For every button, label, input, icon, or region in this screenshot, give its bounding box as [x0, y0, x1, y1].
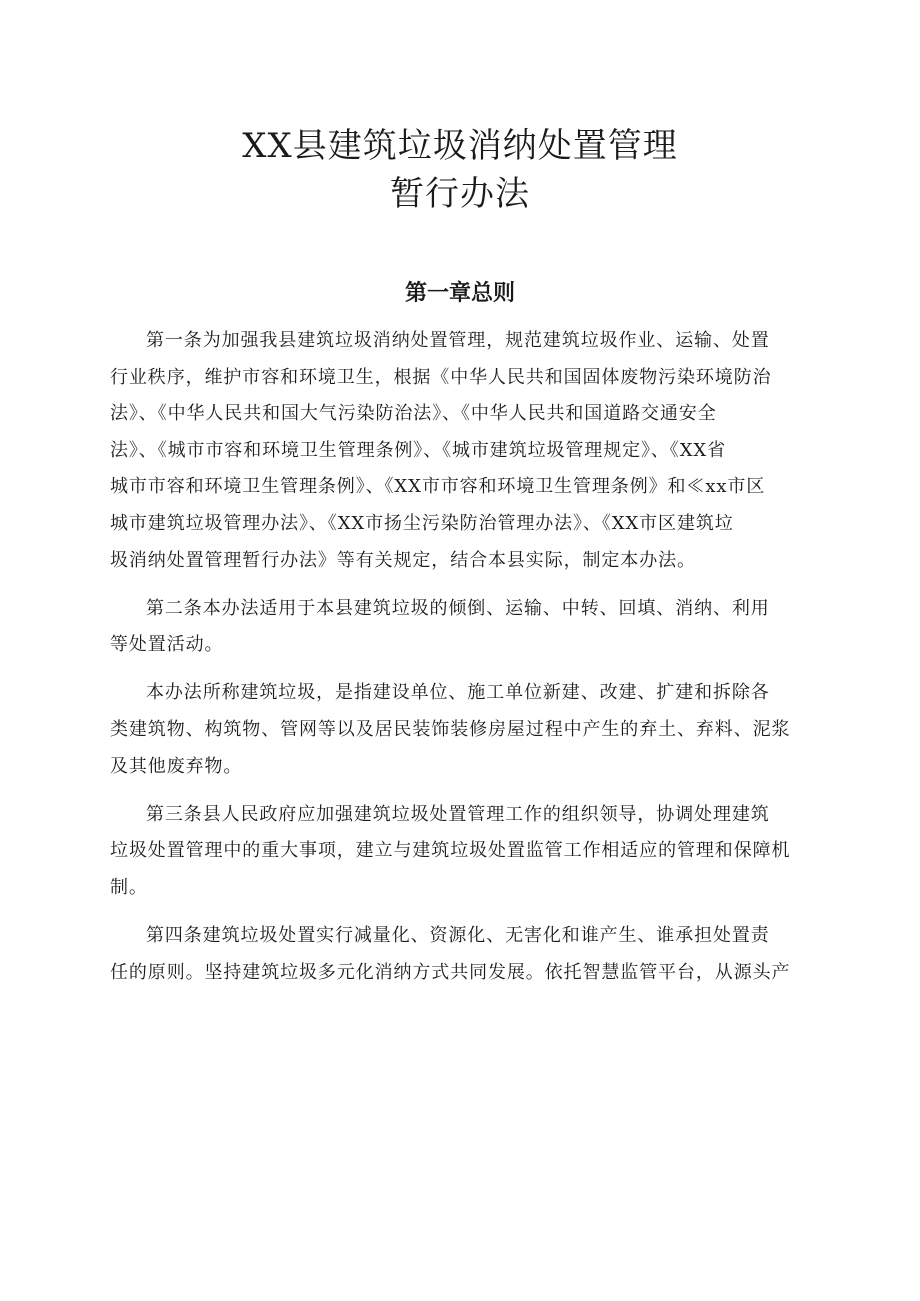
title-line-2: 暂行办法	[390, 174, 530, 214]
paragraph-article-4	[110, 918, 826, 991]
text-line: 第三条县人民政府应加强建筑垃圾处置管理工作的组织领导，协调处理建筑	[146, 803, 770, 825]
text-line: 法》、《城市市容和环境卫生管理条例》、《城市建筑垃圾管理规定》、《XX省	[110, 439, 727, 461]
document-body	[110, 323, 826, 1003]
text-line: 等处置活动。	[110, 634, 224, 656]
title-line-1: XX县建筑垃圾消纳处置管理	[242, 126, 678, 166]
text-line: 圾消纳处置管理暂行办法》等有关规定，结合本县实际，制定本办法。	[110, 549, 696, 571]
text-line: 本办法所称建筑垃圾，是指建设单位、施工单位新建、改建、扩建和拆除各	[146, 682, 770, 704]
text-line: 类建筑物、构筑物、管网等以及居民装饰装修房屋过程中产生的弃土、弃料、泥浆	[110, 718, 791, 740]
paragraph-article-1	[110, 323, 826, 579]
paragraph-definition	[110, 675, 826, 785]
text-line: 行业秩序，维护市容和环境卫生，根据《中华人民共和国固体废物污染环境防治	[110, 366, 772, 388]
text-line: 城市建筑垃圾管理办法》、《XX市扬尘污染防治管理办法》、《XX市区建筑垃	[110, 512, 734, 534]
paragraph-article-3	[110, 797, 826, 907]
text-line: 第二条本办法适用于本县建筑垃圾的倾倒、运输、中转、回填、消纳、利用	[146, 597, 770, 619]
text-line: 城市市容和环境卫生管理条例》、《XX市市容和环境卫生管理条例》和≪xx市区	[110, 476, 766, 498]
paragraph-article-2	[110, 591, 826, 664]
text-line: 任的原则。坚持建筑垃圾多元化消纳方式共同发展。依托智慧监管平台，从源头产	[110, 961, 791, 983]
text-line: 法》、《中华人民共和国大气污染防治法》、《中华人民共和国道路交通安全	[110, 403, 717, 425]
chapter-heading: 第一章总则	[404, 281, 515, 306]
text-line: 垃圾处置管理中的重大事项，建立与建筑垃圾处置监管工作相适应的管理和保障机	[110, 840, 791, 862]
text-line: 制。	[110, 876, 148, 898]
text-line: 第四条建筑垃圾处置实行减量化、资源化、无害化和谁产生、谁承担处置责	[146, 924, 770, 946]
text-line: 第一条为加强我县建筑垃圾消纳处置管理，规范建筑垃圾作业、运输、处置	[146, 330, 770, 351]
text-line: 及其他废弃物。	[110, 755, 243, 777]
document-title	[0, 122, 920, 218]
